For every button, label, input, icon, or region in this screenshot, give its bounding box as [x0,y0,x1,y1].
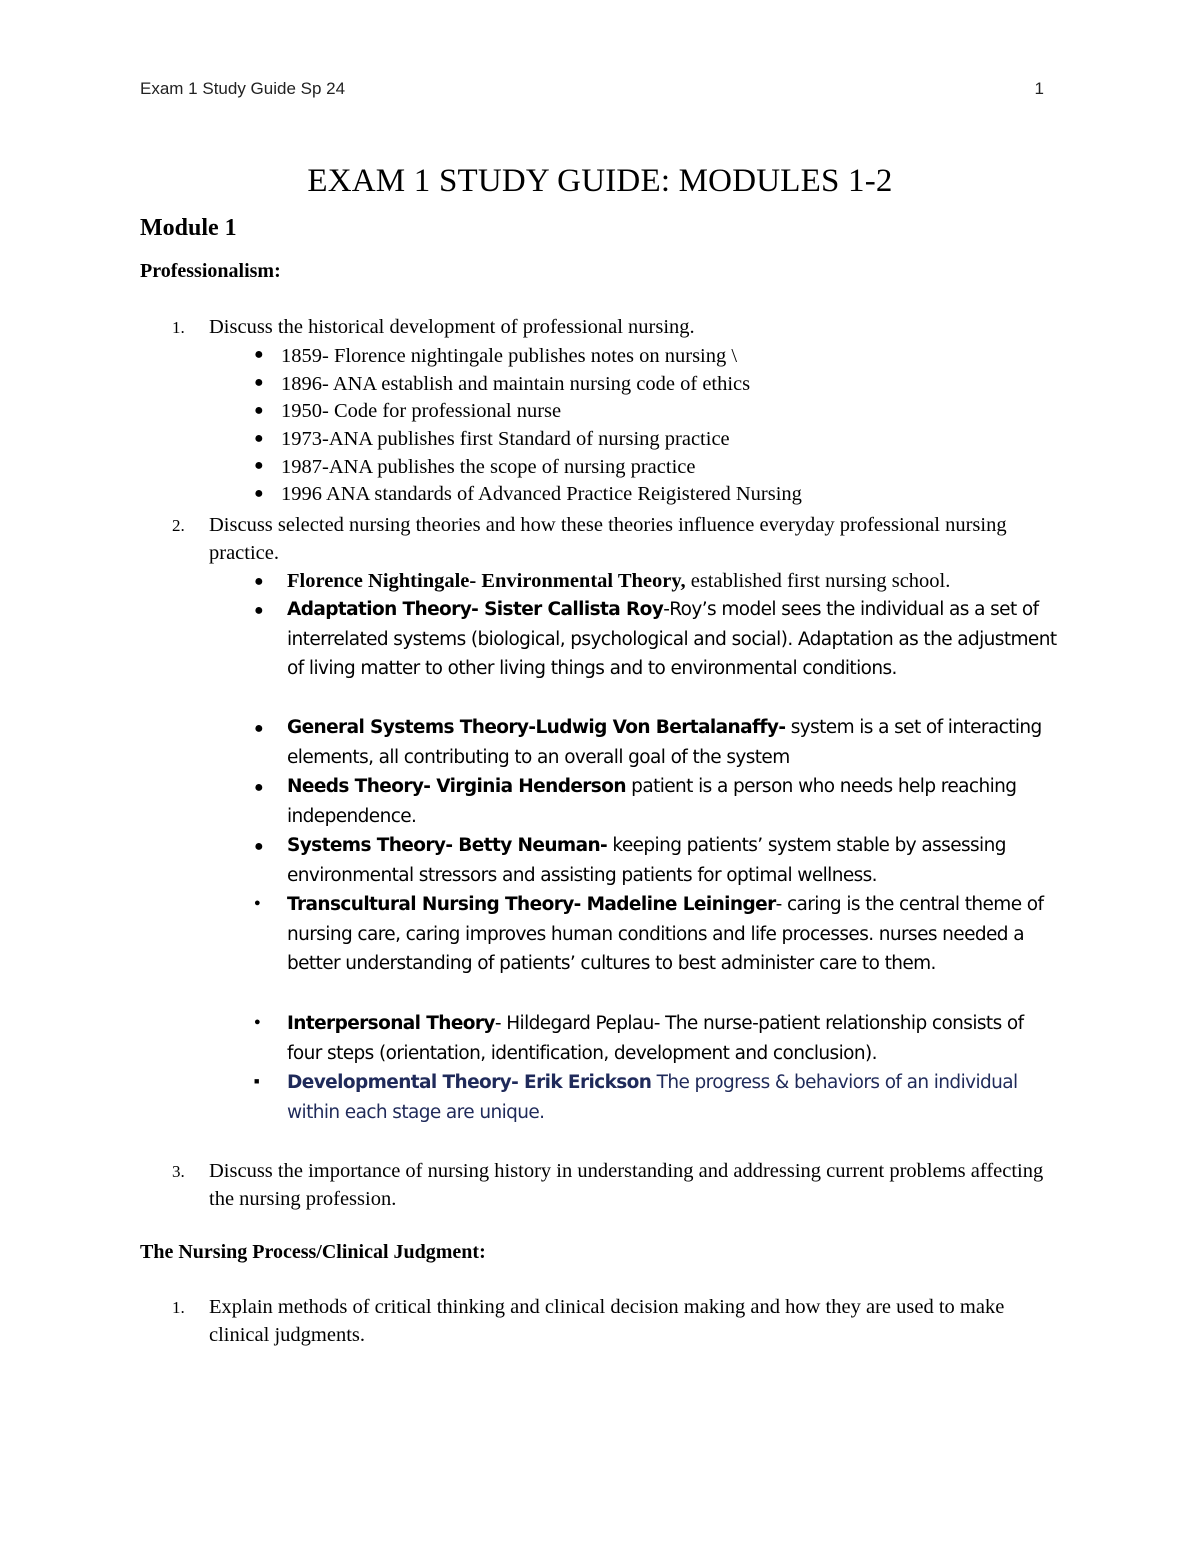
question-text: Explain methods of critical thinking and clinical decision making and how they are used to make clinical judgments. [209,1296,1005,1346]
question-text: Discuss the importance of nursing history in understanding and addressing current problems affecting the nursing profession. [209,1160,1044,1210]
bullet-icon: ● [254,485,264,502]
question-number: 1. [172,318,185,337]
theory-name: Interpersonal Theory [287,1013,495,1034]
history-item: 1950- Code for professional nurse [281,400,562,422]
bullet-icon: ● [254,573,264,590]
section-heading-professionalism: Professionalism: [140,260,281,282]
theory-item [287,713,1062,772]
theory-item [287,567,1062,597]
module-heading: Module 1 [140,215,237,241]
theory-item [287,772,1062,831]
question-text: Discuss the historical development of professional nursing. [209,316,695,338]
history-item: 1973-ANA publishes first Standard of nursing practice [281,428,730,450]
theory-description: - caring is the central theme of nursing care, caring improves human conditions and life processes. nurses needed a better understanding of patients’ cultures to best administer care to them. [287,894,1044,975]
theory-name: Systems Theory- Betty Neuman- [287,835,608,856]
theory-item [287,831,1062,890]
bullet-icon: ● [254,457,264,474]
bullet-icon: ● [254,838,264,855]
theory-name: General Systems Theory-Ludwig Von Bertalanaffy- [287,717,786,738]
history-item: 1996 ANA standards of Advanced Practice Reigistered Nursing [281,483,802,505]
question-text: Discuss selected nursing theories and how these theories influence everyday professional nursing practice. [209,514,1007,564]
theory-description: The progress & behaviors of an individual within each stage are unique. [287,1072,1018,1123]
bullet-icon: ● [254,346,264,363]
bullet-icon: ● [254,897,261,909]
theory-description: -Roy’s model sees the individual as a set of interrelated systems (biological, psychological and social). Adaptation as the adjustment of living matter to other living things and to environmental conditions. [287,599,1057,680]
history-item: 1896- ANA establish and maintain nursing code of ethics [281,373,751,395]
bullet-icon: ● [254,779,264,796]
bullet-icon: ● [254,374,264,391]
theory-name: Adaptation Theory- Sister Callista Roy [287,599,664,620]
theory-description: patient is a person who needs help reaching independence. [287,776,1017,827]
history-item: 1859- Florence nightingale publishes notes on nursing \ [281,345,738,367]
bullet-icon: ● [254,720,264,737]
bullet-icon: ● [254,430,264,447]
theory-description: system is a set of interacting elements, all contributing to an overall goal of the system [287,717,1042,768]
page-number: 1 [1034,79,1044,98]
theory-name: Developmental Theory- Erik Erickson [287,1072,652,1093]
theory-name: Transcultural Nursing Theory- Madeline Leininger [287,894,776,915]
theory-item [287,1068,1062,1127]
bullet-icon: ● [254,1016,261,1028]
history-item: 1987-ANA publishes the scope of nursing practice [281,456,696,478]
section-heading-nursing-process: The Nursing Process/Clinical Judgment: [140,1241,486,1263]
bullet-icon: ■ [254,1076,260,1086]
theory-name: Needs Theory- Virginia Henderson [287,776,626,797]
bullet-icon: ● [254,402,264,419]
question-number: 3. [172,1162,185,1181]
theory-item [287,595,1062,684]
running-header: Exam 1 Study Guide Sp 24 [140,79,346,98]
bullet-icon: ● [254,602,264,619]
theory-description: - Hildegard Peplau- The nurse-patient relationship consists of four steps (orientation, identification, development and conclusion). [287,1013,1024,1064]
theory-item [287,890,1062,979]
question-number: 2. [172,516,185,535]
theory-item [287,1009,1062,1068]
question-number: 1. [172,1298,185,1317]
document-title: EXAM 1 STUDY GUIDE: MODULES 1-2 [307,163,893,199]
theory-description: established first nursing school. [685,570,951,592]
theory-name: Florence Nightingale- Environmental Theory, [287,570,686,592]
theory-description: keeping patients’ system stable by assessing environmental stressors and assisting patients for optimal wellness. [287,835,1006,886]
